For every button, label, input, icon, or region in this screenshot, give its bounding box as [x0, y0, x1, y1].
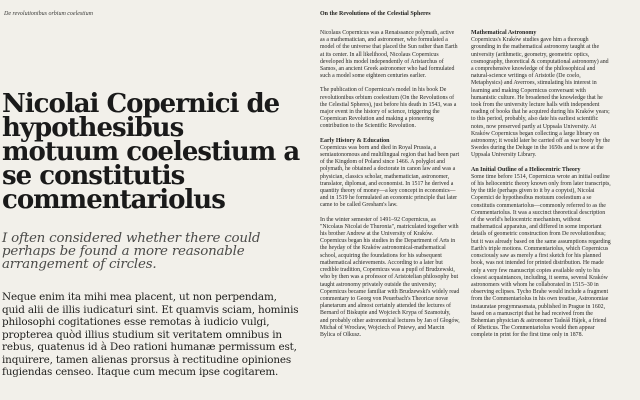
heading-early-history: Early History & Education	[320, 137, 390, 144]
paragraph-early-history: Copernicus was born and died in Royal Prussia, a semiautonomous and multilingual region that had been part of the Kingdom of Poland since 1466. A polyglot and polymath, he obtained a doctorate in canon law and was a physician, classics scholar, mathematician, astronomer, translator, diplomat, and economist. In 1517 he derived a quantity theory of money—a key concept in economics—and in 1519 he formulated an economic principle that later came to be called Gresham's law.	[320, 144, 460, 209]
article-column-1	[320, 30, 460, 346]
paragraph-publication: The publication of Copernicus's model in his book De revolutionibus orbium coelestium (On the Revolutions of the Celestial Spheres), just before his death in 1543, was a major event in the history of science, triggering the Copernican Revolution and making a pioneering contribution to the Scientific Revolution.	[320, 87, 457, 130]
heading-mathematical-astronomy: Mathematical Astronomy	[471, 30, 537, 36]
section-title: On the Revolutions of the Celestial Spheres	[320, 11, 431, 17]
paragraph-heliocentric-outline: Some time before 1514, Copernicus wrote an initial outline of his heliocentric theory known only from later transcripts, by the title (perhaps given to it by a copyist), Nicolai Copernici de hypothesibus motuum coelestium a se constitutis commentariolus—commonly referred to as the Commentariolus. It was a succinct theoretical description of the world's heliocentric mechanism, without mathematical apparatus, and differed in some important details of geometric construction from De revolutionibus; but it was already based on the same assumptions regarding Earth's triple motions. Commentariolus, which Copernicus consciously saw as merely a first sketch for his planned book, was not intended for printed distribution. He made only a very few manuscript copies available only to his closest acquaintances, including, it seems, several Kraków astronomers with whom he collaborated in 1515–30 in observing eclipses. Tycho Brahe would include a fragment from the Commentariolus in his own treatise, Astronomiae instauratae progymnasmata, published in Prague in 1602, based on a manuscript that he had received from the Bohemian physician & astronomer Tadeáš Hájek, a friend of Rheticus. The Commentariolus would then appear complete in print for the first time only in 1878.	[471, 173, 611, 339]
page-title: Nicolai Copernici de hypothesibus motuum coelestium a se constitutis commentariolus	[2, 89, 300, 215]
paragraph-intro: Nicolaus Copernicus was a Renaissance polymath, active as a mathematician, and astronomer, who formulated a model of the universe that placed the Sun rather than Earth at its center. In all likelihood, Nicolaus Copernicus developed his model independently of Aristarchus of Samos, an ancient Greek astronomer who had formulated such a model some eighteen centuries earlier.	[320, 30, 458, 80]
article-column-2	[471, 30, 611, 347]
paragraph-mathematical-astronomy: Copernicus's Kraków studies gave him a thorough grounding in the mathematical astronomy taught at the university (arithmetic, geometry, geometric optics, cosmography, theoretical & computational astronomy) and a comprehensive knowledge of the philosophical and natural-science writings of Aristotle (De coelo, Metaphysics) and Averroes, stimulating his interest in learning and making Copernicus conversant with humanistic culture. He broadened the knowledge that he took from the university lecture halls with independent reading of books that he acquired during his Kraków years; to this period, probably, also date his earliest scientific notes, now preserved partly at Uppsala University. At Kraków Copernicus began collecting a large library on astronomy; it would later be carried off as war booty by the Swedes during the Deluge in the 1650s and is now at the Uppsala University Library.	[471, 37, 610, 159]
paragraph-krakow: In the winter semester of 1491–92 Copernicus, as "Nicolaus Nicolai de Thuronia", matriculated together with his brother Andrew at the University of Kraków. Copernicus began his studies in the Department of Arts in the heyday of the Kraków astronomical-mathematical school, acquiring the foundations for his subsequent mathematical achievements. According to a later but credible tradition, Copernicus was a pupil of Brudzewski, who by then was a professor of Aristotelian philosophy but taught astronomy privately outside the university; Copernicus became familiar with Brudzewski's widely read commentary to Georg von Peuerbach's Theoricæ novæ planetarum and almost certainly attended the lectures of Bernard of Biskupie and Wojciech Krypa of Szamotuły, and probably other astronomical lectures by Jan of Głogów, Michał of Wrocław, Wojciech of Pniewy, and Marcin Bylica of Olkusz.	[320, 216, 460, 338]
subtitle: I often considered whether there could perhaps be found a more reasonable arrangement of circles.	[2, 231, 261, 272]
running-head: De revolutionibus orbium coelestium	[4, 11, 93, 17]
heading-heliocentric-outline: An Initial Outline of a Heliocentric Theory	[471, 166, 581, 173]
intro-paragraph: Neque enim ita mihi mea placent, ut non perpendam, quid alii de illis iudicaturi sint. Et quamvis sciam, hominis philosophi cogitationes esse remotas à iudicio vulgi, propterea quòd illius studium sit veritatem omnibus in rebus, quatenus id à Deo rationi humanæ permissum est, inquirere, tamen alienas prorsus à rectitudine opiniones fugiendas censeo. Itaque cum mecum ipse cogitarem.	[2, 291, 299, 378]
